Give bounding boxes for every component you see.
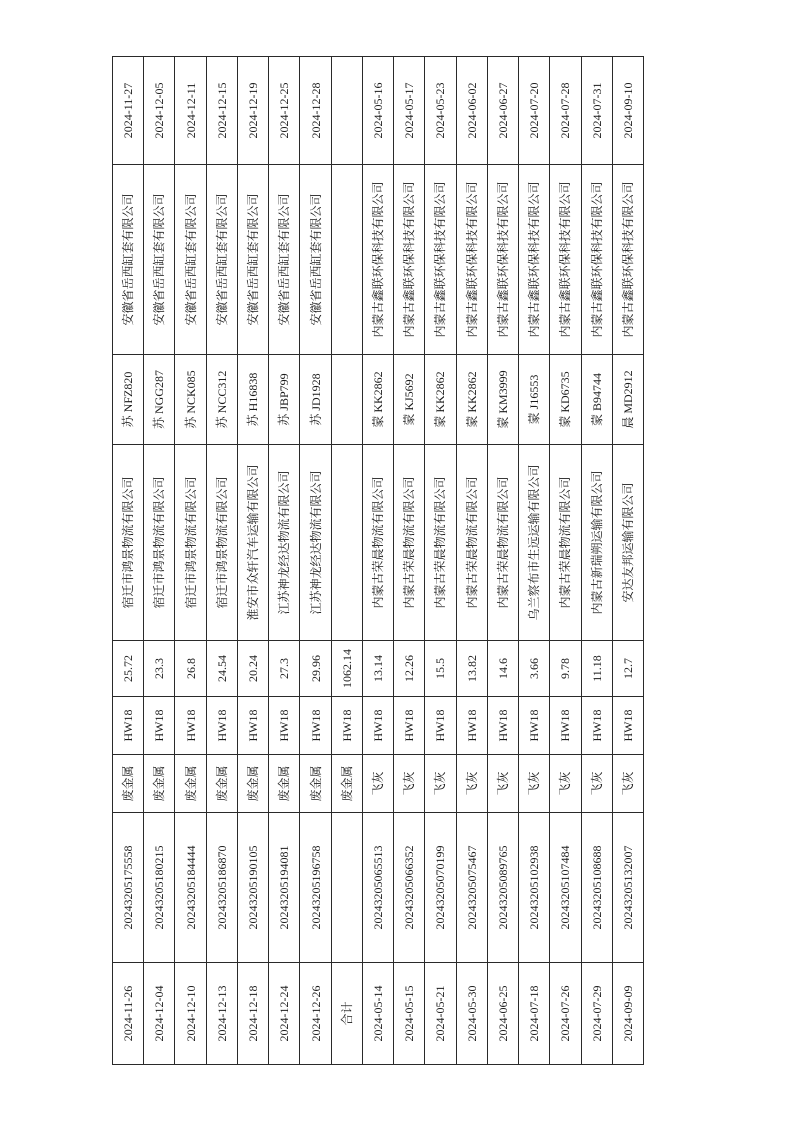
departure-date-cell: 2024-05-30 — [456, 963, 487, 1065]
quantity-cell: 13.14 — [362, 641, 393, 697]
receive-date-cell: 2024-07-31 — [581, 57, 612, 165]
table-body — [113, 57, 644, 1065]
table-row — [519, 57, 550, 1065]
waste-name-cell: 飞灰 — [519, 755, 550, 813]
waste-name-cell: 废金属 — [175, 755, 206, 813]
carrier-cell: 宿迁市鸿景物流有限公司 — [144, 445, 175, 641]
receive-date-cell: 2024-12-19 — [237, 57, 268, 165]
carrier-cell: 内蒙古荣晨物流有限公司 — [487, 445, 518, 641]
quantity-cell: 24.54 — [206, 641, 237, 697]
receiver-cell: 安徽省岳西缸套有限公司 — [144, 165, 175, 355]
waste-code-cell: HW18 — [456, 697, 487, 755]
plate-cell: 苏 H16838 — [237, 355, 268, 445]
waste-name-cell: 废金属 — [206, 755, 237, 813]
receiver-cell: 内蒙古鑫联环保科技有限公司 — [425, 165, 456, 355]
plate-cell: 蒙 KM3999 — [487, 355, 518, 445]
manifest-number-cell: 20243205190105 — [237, 813, 268, 963]
carrier-cell: 淮安市众轩汽车运输有限公司 — [237, 445, 268, 641]
departure-date-cell: 2024-12-04 — [144, 963, 175, 1065]
waste-name-cell: 废金属 — [113, 755, 144, 813]
quantity-cell: 20.24 — [237, 641, 268, 697]
table-row — [581, 57, 612, 1065]
waste-name-cell: 飞灰 — [581, 755, 612, 813]
waste-name-cell: 废金属 — [331, 755, 362, 813]
waste-name-cell: 飞灰 — [394, 755, 425, 813]
waste-code-cell: HW18 — [394, 697, 425, 755]
departure-date-cell: 2024-12-10 — [175, 963, 206, 1065]
table-row — [269, 57, 300, 1065]
waste-name-cell: 飞灰 — [456, 755, 487, 813]
waste-code-cell: HW18 — [612, 697, 643, 755]
plate-cell: 蒙 KK2862 — [456, 355, 487, 445]
plate-cell: 蒙 KJ5692 — [394, 355, 425, 445]
waste-code-cell: HW18 — [362, 697, 393, 755]
manifest-number-cell: 20243205089765 — [487, 813, 518, 963]
plate-cell: 苏 NCK085 — [175, 355, 206, 445]
receiver-cell: 安徽省岳西缸套有限公司 — [175, 165, 206, 355]
carrier-cell: 内蒙古新瑞朔运输有限公司 — [581, 445, 612, 641]
carrier-cell: 江苏神龙经达物流有限公司 — [300, 445, 331, 641]
waste-code-cell: HW18 — [300, 697, 331, 755]
waste-code-cell: HW18 — [487, 697, 518, 755]
waste-name-cell: 废金属 — [269, 755, 300, 813]
receive-date-cell: 2024-12-15 — [206, 57, 237, 165]
table-row — [144, 57, 175, 1065]
waste-code-cell: HW18 — [144, 697, 175, 755]
quantity-cell: 13.82 — [456, 641, 487, 697]
manifest-number-cell: 20243205132007 — [612, 813, 643, 963]
manifest-number-cell: 20243205070199 — [425, 813, 456, 963]
total-label-cell: 合计 — [331, 963, 362, 1065]
quantity-cell: 29.96 — [300, 641, 331, 697]
receive-date-cell: 2024-12-25 — [269, 57, 300, 165]
plate-cell: 苏 NFZ820 — [113, 355, 144, 445]
carrier-cell: 内蒙古荣晨物流有限公司 — [425, 445, 456, 641]
manifest-number-cell: 20243205075467 — [456, 813, 487, 963]
plate-cell: 苏 NCC312 — [206, 355, 237, 445]
carrier-cell: 乌兰察布市生远运输有限公司 — [519, 445, 550, 641]
plate-cell: 蒙 KK2862 — [425, 355, 456, 445]
manifest-number-cell: 20243205065513 — [362, 813, 393, 963]
receiver-cell: 内蒙古鑫联环保科技有限公司 — [519, 165, 550, 355]
plate-cell: 晨 MD2912 — [612, 355, 643, 445]
receiver-cell: 内蒙古鑫联环保科技有限公司 — [550, 165, 581, 355]
departure-date-cell: 2024-05-21 — [425, 963, 456, 1065]
receiver-cell — [331, 165, 362, 355]
manifest-number-cell: 20243205194081 — [269, 813, 300, 963]
receive-date-cell: 2024-07-28 — [550, 57, 581, 165]
table-row — [550, 57, 581, 1065]
quantity-cell: 14.6 — [487, 641, 518, 697]
departure-date-cell: 2024-07-26 — [550, 963, 581, 1065]
departure-date-cell: 2024-06-25 — [487, 963, 518, 1065]
carrier-cell: 江苏神龙经达物流有限公司 — [269, 445, 300, 641]
table-row — [456, 57, 487, 1065]
receive-date-cell: 2024-07-20 — [519, 57, 550, 165]
carrier-cell: 宿迁市鸿景物流有限公司 — [113, 445, 144, 641]
receive-date-cell: 2024-12-05 — [144, 57, 175, 165]
plate-cell: 蒙 KK2862 — [362, 355, 393, 445]
plate-cell: 苏 JBP799 — [269, 355, 300, 445]
departure-date-cell: 2024-07-29 — [581, 963, 612, 1065]
departure-date-cell: 2024-12-26 — [300, 963, 331, 1065]
departure-date-cell: 2024-05-15 — [394, 963, 425, 1065]
table-row — [362, 57, 393, 1065]
waste-code-cell: HW18 — [550, 697, 581, 755]
waste-code-cell: HW18 — [237, 697, 268, 755]
table-row — [175, 57, 206, 1065]
waste-name-cell: 废金属 — [237, 755, 268, 813]
manifest-number-cell: 20243205180215 — [144, 813, 175, 963]
carrier-cell: 安达友邦运输有限公司 — [612, 445, 643, 641]
plate-cell: 蒙 J16553 — [519, 355, 550, 445]
receiver-cell: 安徽省岳西缸套有限公司 — [300, 165, 331, 355]
receiver-cell: 内蒙古鑫联环保科技有限公司 — [456, 165, 487, 355]
plate-cell: 蒙 B94744 — [581, 355, 612, 445]
quantity-cell: 12.7 — [612, 641, 643, 697]
receiver-cell: 内蒙古鑫联环保科技有限公司 — [362, 165, 393, 355]
waste-code-cell: HW18 — [175, 697, 206, 755]
waste-code-cell: HW18 — [269, 697, 300, 755]
carrier-cell: 内蒙古荣晨物流有限公司 — [362, 445, 393, 641]
plate-cell: 蒙 KD6735 — [550, 355, 581, 445]
waste-code-cell: HW18 — [519, 697, 550, 755]
quantity-cell: 11.18 — [581, 641, 612, 697]
waste-code-cell: HW18 — [206, 697, 237, 755]
quantity-cell: 26.8 — [175, 641, 206, 697]
table-row — [487, 57, 518, 1065]
table-row — [394, 57, 425, 1065]
receive-date-cell: 2024-09-10 — [612, 57, 643, 165]
receive-date-cell: 2024-12-11 — [175, 57, 206, 165]
receive-date-cell: 2024-06-27 — [487, 57, 518, 165]
receive-date-cell: 2024-11-27 — [113, 57, 144, 165]
table-row — [113, 57, 144, 1065]
receiver-cell: 安徽省岳西缸套有限公司 — [113, 165, 144, 355]
manifest-number-cell: 20243205108688 — [581, 813, 612, 963]
quantity-cell: 12.26 — [394, 641, 425, 697]
departure-date-cell: 2024-12-13 — [206, 963, 237, 1065]
receiver-cell: 安徽省岳西缸套有限公司 — [206, 165, 237, 355]
manifest-number-cell — [331, 813, 362, 963]
receive-date-cell — [331, 57, 362, 165]
quantity-cell: 9.78 — [550, 641, 581, 697]
carrier-cell: 内蒙古荣晨物流有限公司 — [550, 445, 581, 641]
departure-date-cell: 2024-09-09 — [612, 963, 643, 1065]
departure-date-cell: 2024-12-18 — [237, 963, 268, 1065]
receiver-cell: 安徽省岳西缸套有限公司 — [269, 165, 300, 355]
carrier-cell — [331, 445, 362, 641]
quantity-cell: 3.66 — [519, 641, 550, 697]
receiver-cell: 内蒙古鑫联环保科技有限公司 — [394, 165, 425, 355]
waste-code-cell: HW18 — [581, 697, 612, 755]
waste-name-cell: 飞灰 — [550, 755, 581, 813]
manifest-number-cell: 20243205184444 — [175, 813, 206, 963]
table-row — [300, 57, 331, 1065]
departure-date-cell: 2024-07-18 — [519, 963, 550, 1065]
waste-name-cell: 废金属 — [300, 755, 331, 813]
carrier-cell: 内蒙古荣晨物流有限公司 — [456, 445, 487, 641]
plate-cell: 苏 NGG287 — [144, 355, 175, 445]
plate-cell — [331, 355, 362, 445]
receiver-cell: 内蒙古鑫联环保科技有限公司 — [487, 165, 518, 355]
quantity-cell: 23.3 — [144, 641, 175, 697]
receive-date-cell: 2024-05-16 — [362, 57, 393, 165]
receiver-cell: 内蒙古鑫联环保科技有限公司 — [581, 165, 612, 355]
waste-name-cell: 飞灰 — [362, 755, 393, 813]
manifest-number-cell: 20243205066352 — [394, 813, 425, 963]
receive-date-cell: 2024-05-23 — [425, 57, 456, 165]
receive-date-cell: 2024-05-17 — [394, 57, 425, 165]
manifest-number-cell: 20243205102938 — [519, 813, 550, 963]
manifest-number-cell: 20243205186870 — [206, 813, 237, 963]
plate-cell: 苏 JD1928 — [300, 355, 331, 445]
manifest-number-cell: 20243205107484 — [550, 813, 581, 963]
carrier-cell: 内蒙古荣晨物流有限公司 — [394, 445, 425, 641]
receive-date-cell: 2024-12-28 — [300, 57, 331, 165]
table-row — [206, 57, 237, 1065]
waste-code-cell: HW18 — [331, 697, 362, 755]
waste-name-cell: 废金属 — [144, 755, 175, 813]
receiver-cell: 内蒙古鑫联环保科技有限公司 — [612, 165, 643, 355]
quantity-cell: 15.5 — [425, 641, 456, 697]
departure-date-cell: 2024-05-14 — [362, 963, 393, 1065]
waste-name-cell: 飞灰 — [487, 755, 518, 813]
table-row — [237, 57, 268, 1065]
receiver-cell: 安徽省岳西缸套有限公司 — [237, 165, 268, 355]
table-row — [425, 57, 456, 1065]
carrier-cell: 宿迁市鸿景物流有限公司 — [175, 445, 206, 641]
quantity-cell: 25.72 — [113, 641, 144, 697]
table-row — [612, 57, 643, 1065]
carrier-cell: 宿迁市鸿景物流有限公司 — [206, 445, 237, 641]
departure-date-cell: 2024-12-24 — [269, 963, 300, 1065]
total-quantity-cell: 1062.14 — [331, 641, 362, 697]
departure-date-cell: 2024-11-26 — [113, 963, 144, 1065]
manifest-number-cell: 20243205175558 — [113, 813, 144, 963]
waste-name-cell: 飞灰 — [612, 755, 643, 813]
waste-code-cell: HW18 — [425, 697, 456, 755]
table-row-total — [331, 57, 362, 1065]
receive-date-cell: 2024-06-02 — [456, 57, 487, 165]
quantity-cell: 27.3 — [269, 641, 300, 697]
hazardous-waste-transfer-table — [112, 56, 644, 1065]
waste-code-cell: HW18 — [113, 697, 144, 755]
waste-name-cell: 飞灰 — [425, 755, 456, 813]
manifest-number-cell: 20243205196758 — [300, 813, 331, 963]
